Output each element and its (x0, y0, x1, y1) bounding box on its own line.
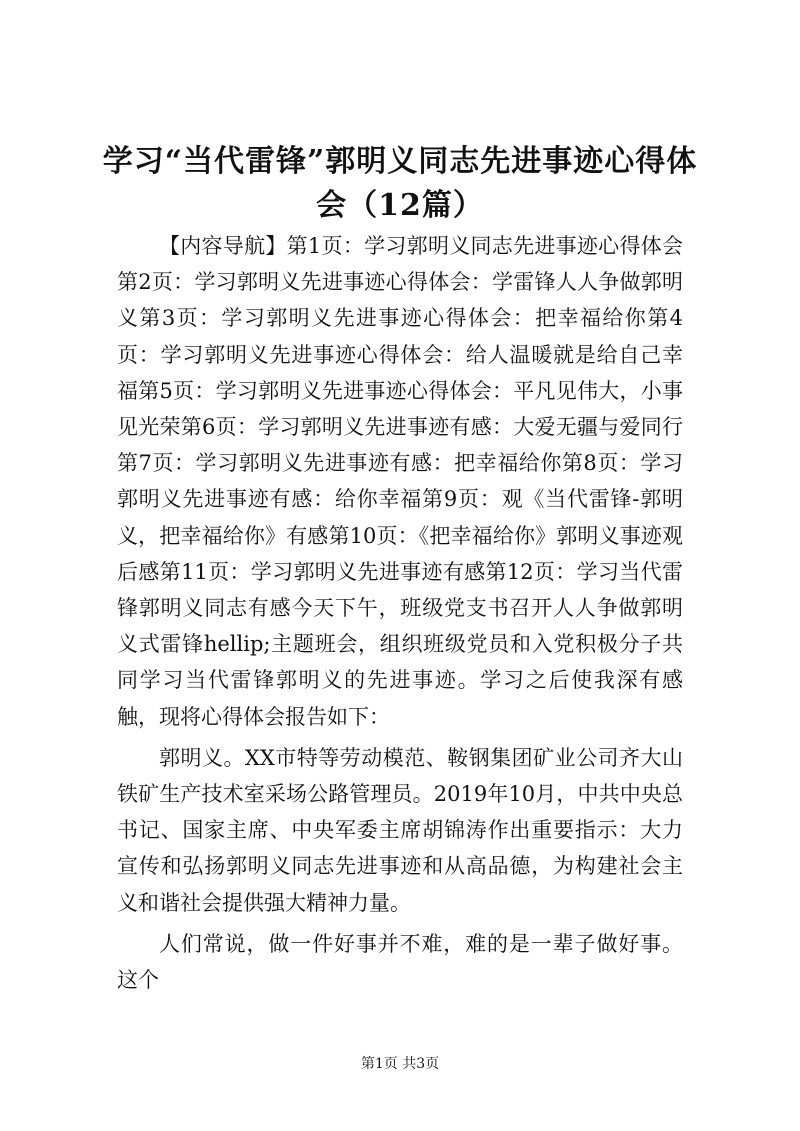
paragraph-good-deeds: 人们常说，做一件好事并不难，难的是一辈子做好事。这个 (117, 931, 683, 993)
document-title: 学习“当代雷锋”郭明义同志先进事迹心得体会（12篇） (102, 144, 698, 223)
paragraph-content-navigation: 【内容导航】第1页：学习郭明义同志先进事迹心得体会第2页：学习郭明义先进事迹心得体会：学雷锋人人争做郭明义第3页：学习郭明义先进事迹心得体会：把幸福给你第4页：学习郭明义先进事迹心得体会：给人温暖就是给自己幸福第5页：学习郭明义先进事迹心得体会：平凡见伟大，小事见光荣第6页：学习郭明义先进事迹有感：大爱无疆与爱同行第7页：学习郭明义先进事迹有感：把幸福给你第8页：学习郭明义先进事迹有感：给你幸福第9页：观《当代雷锋-郭明义，把幸福给你》有感第10页：《把幸福给你》郭明义事迹观后感第11页：学习郭明义先进事迹有感第12页：学习当代雷锋郭明义同志有感今天下午，班级党支书召开人人争做郭明义式雷锋hellip;主题班会，组织班级党员和入党积极分子共同学习当代雷锋郭明义的先进事迹。学习之后使我深有感触，现将心得体会报告如下： (117, 234, 683, 729)
page-number-footer: 第1页 共3页 (360, 1056, 440, 1072)
document-body (117, 228, 683, 998)
paragraph-guo-mingyi-intro: 郭明义。XX市特等劳动模范、鞍钢集团矿业公司齐大山铁矿生产技术室采场公路管理员。2019年10月，中共中央总书记、国家主席、中央军委主席胡锦涛作出重要指示：大力宣传和弘扬郭明义同志先进事迹和从高品德，为构建社会主义和谐社会提供强大精神力量。 (117, 745, 683, 915)
